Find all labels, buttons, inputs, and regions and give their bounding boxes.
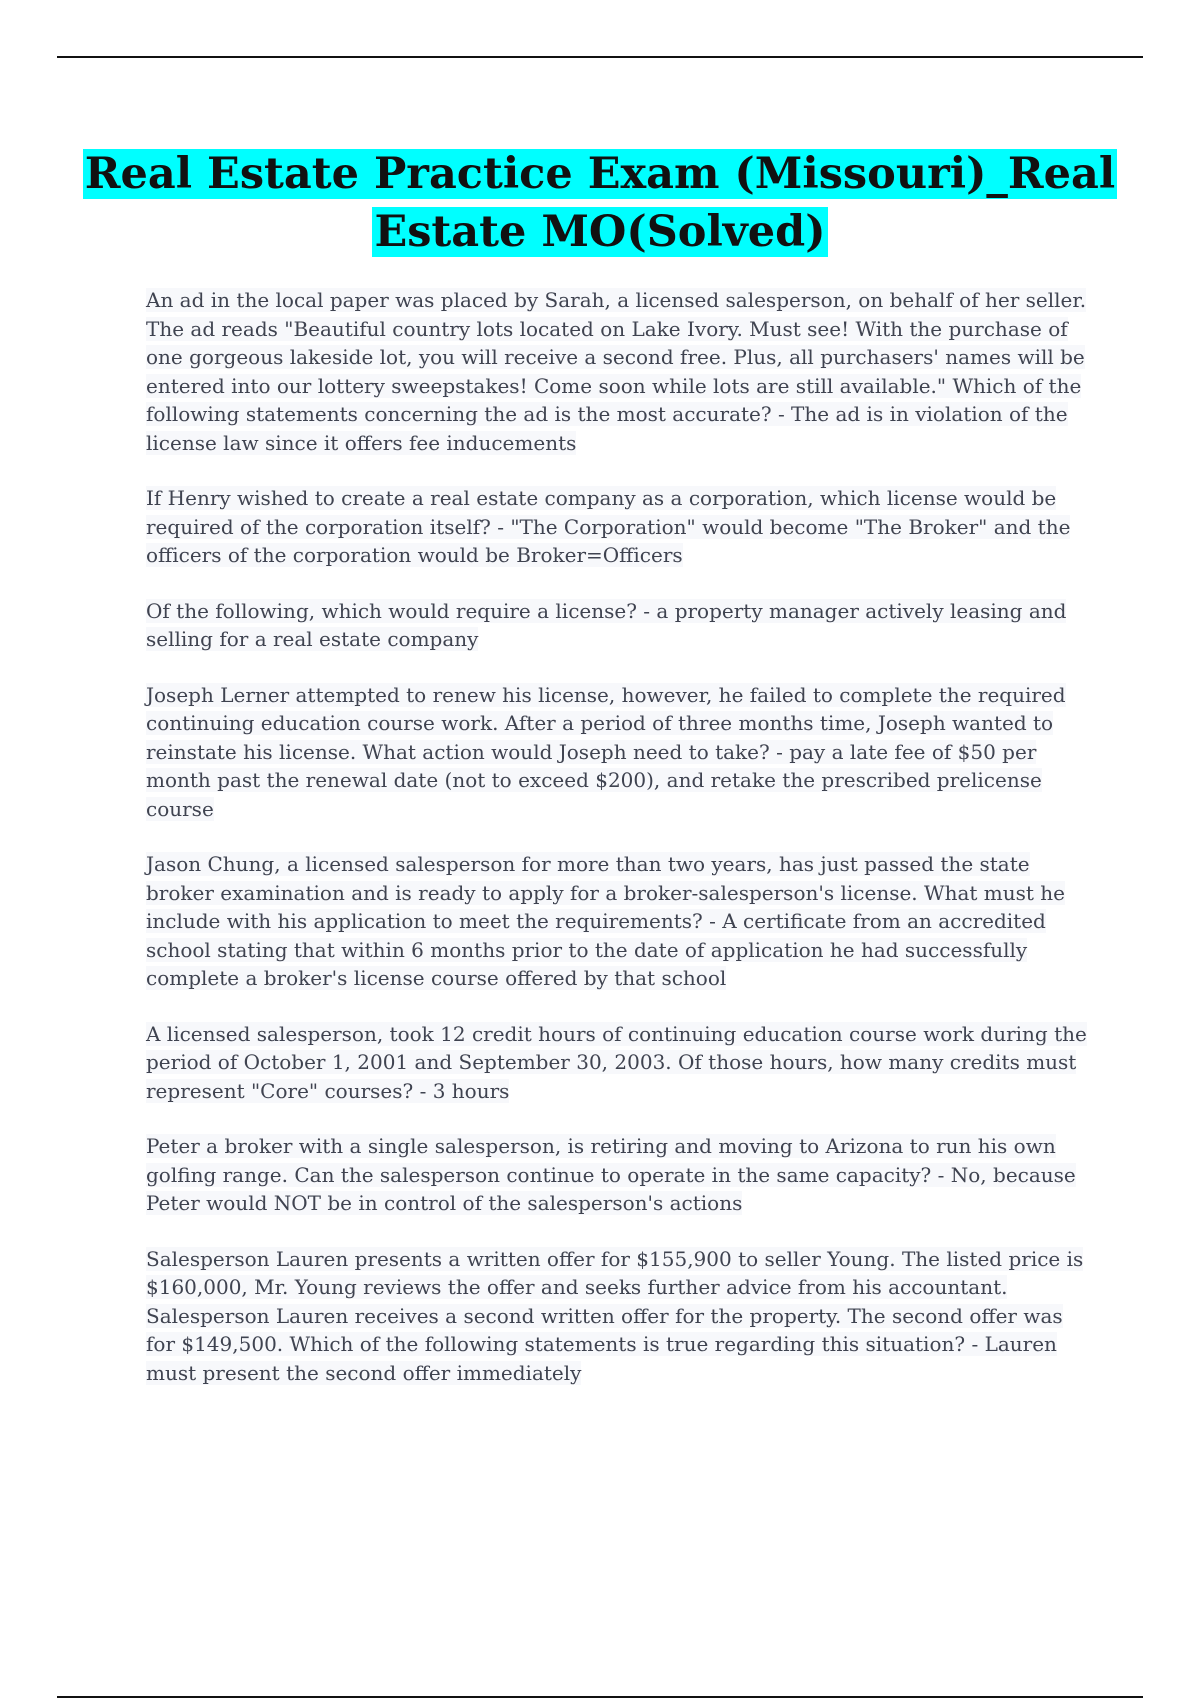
question-answer-text: If Henry wished to create a real estate company as a corporation, which license would be required of the corporation itself? - "The Corporation" would become "The Broker" and the officers of the corporation would be Broker=Officers [146, 486, 1071, 567]
question-answer-item [146, 850, 1096, 993]
question-answer-item [146, 1020, 1096, 1106]
question-answer-text: Joseph Lerner attempted to renew his license, however, he failed to complete the required continuing education course work. After a period of three months time, Joseph wanted to reinstate his license. What action would Joseph need to take? - pay a late fee of $50 per month past the renewal date (not to exceed $200), and retake the prescribed prelicense course [146, 682, 1066, 821]
question-answer-text: An ad in the local paper was placed by Sarah, a licensed salesperson, on behalf of her seller. The ad reads "Beautiful country lots located on Lake Ivory. Must see! With the purchase of one gorgeous lakeside lot, you will receive a second free. Plus, all purchasers' names will be entered into our lottery sweepstakes! Come soon while lots are still available." Which of the following statements concerning the ad is the most accurate? - The ad is in violation of the license law since it offers fee inducements [146, 288, 1087, 455]
question-answer-item [146, 1245, 1096, 1388]
question-answer-item [146, 484, 1096, 570]
question-answer-text: Jason Chung, a licensed salesperson for more than two years, has just passed the state broker examination and is ready to apply for a broker-salesperson's license. What must he include with his application to meet the requirements? - A certificate from an accredited school stating that within 6 months prior to the date of application he had successfully complete a broker's license course offered by that school [146, 852, 1065, 990]
question-answer-item [146, 681, 1096, 824]
question-answer-text: A licensed salesperson, took 12 credit hours of continuing education course work during the period of October 1, 2001 and September 30, 2003. Of those hours, how many credits must represent "Core" courses? - 3 hours [146, 1021, 1087, 1103]
document-title: Real Estate Practice Exam (Missouri)_Real Estate MO(Solved) [84, 149, 1116, 257]
header-rule [57, 56, 1143, 58]
question-list [146, 286, 1096, 1414]
question-answer-item [146, 1132, 1096, 1218]
title-block [80, 145, 1120, 261]
question-answer-item [146, 597, 1096, 654]
question-answer-text: Peter a broker with a single salesperson, is retiring and moving to Arizona to run his own golfing range. Can the salesperson continue to operate in the same capacity? - No, because Peter would NOT be in control of the salesperson's actions [146, 1134, 1076, 1215]
question-answer-text: Salesperson Lauren presents a written offer for $155,900 to seller Young. The listed price is $160,000, Mr. Young reviews the offer and seeks further advice from his accountant. Salesperson Lauren receives a second written offer for the property. The second offer was for $149,500. Which of the following statements is true regarding this situation? - Lauren must present the second offer immediately [146, 1246, 1084, 1385]
footer-rule [57, 1696, 1143, 1698]
question-answer-text: Of the following, which would require a license? - a property manager actively leasing and selling for a real estate company [146, 598, 1067, 651]
question-answer-item [146, 286, 1096, 457]
